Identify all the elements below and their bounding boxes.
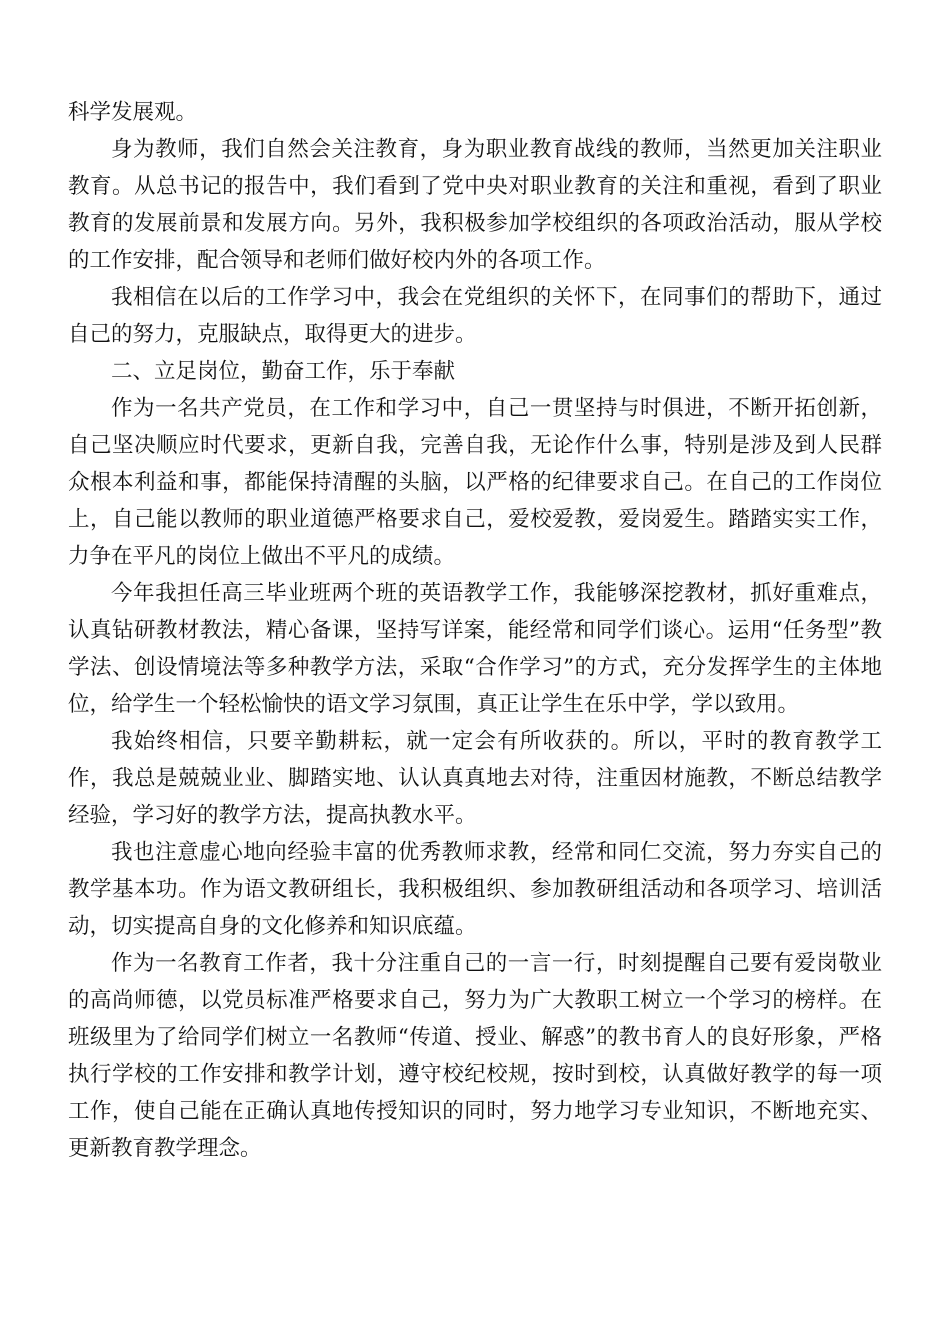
paragraph-3: 我相信在以后的工作学习中，我会在党组织的关怀下，在同事们的帮助下，通过自己的努力，克服缺点，取得更大的进步。 <box>68 285 882 347</box>
paragraph-8: 作为一名教育工作者，我十分注重自己的一言一行，时刻提醒自己要有爱岗敬业的高尚师德，以党员标准严格要求自己，努力为广大教职工树立一个学习的榜样。在班级里为了给同学们树立一名教师“传道、授业、解惑”的教书育人的良好形象，严格执行学校的工作安排和教学计划，遵守校纪校规，按时到校，认真做好教学的每一项工作，使自己能在正确认真地传授知识的同时，努力地学习专业知识，不断地充实、更新教育教学理念。 <box>68 951 882 1161</box>
paragraph-1: 科学发展观。 <box>68 100 198 125</box>
paragraph-4: 作为一名共产党员，在工作和学习中，自己一贯坚持与时俱进，不断开拓创新，自己坚决顺应时代要求，更新自我，完善自我，无论作什么事，特别是涉及到人民群众根本利益和事，都能保持清醒的头脑，以严格的纪律要求自己。在自己的工作岗位上，自己能以教师的职业道德严格要求自己，爱校爱教，爱岗爱生。踏踏实实工作，力争在平凡的岗位上做出不平凡的成绩。 <box>68 396 882 569</box>
paragraph-2: 身为教师，我们自然会关注教育，身为职业教育战线的教师，当然更加关注职业教育。从总书记的报告中，我们看到了党中央对职业教育的关注和重视，看到了职业教育的发展前景和发展方向。另外，我积极参加学校组织的各项政治活动，服从学校的工作安排，配合领导和老师们做好校内外的各项工作。 <box>68 137 882 273</box>
paragraph-5: 今年我担任高三毕业班两个班的英语教学工作，我能够深挖教材，抓好重难点，认真钻研教材教法，精心备课，坚持写详案，能经常和同学们谈心。运用“任务型”教学法、创设情境法等多种教学方法，采取“合作学习”的方式，充分发挥学生的主体地位，给学生一个轻松愉快的语文学习氛围，真正让学生在乐中学，学以致用。 <box>68 581 882 717</box>
section-heading: 二、立足岗位，勤奋工作，乐于奉献 <box>111 359 456 384</box>
paragraph-6: 我始终相信，只要辛勤耕耘，就一定会有所收获的。所以，平时的教育教学工作，我总是兢兢业业、脚踏实地、认认真真地去对待，注重因材施教，不断总结教学经验，学习好的教学方法，提高执教水平。 <box>68 729 882 828</box>
paragraph-7: 我也注意虚心地向经验丰富的优秀教师求教，经常和同仁交流，努力夯实自己的教学基本功。作为语文教研组长，我积极组织、参加教研组活动和各项学习、培训活动，切实提高自身的文化修养和知识底蕴。 <box>68 840 882 939</box>
document-body <box>68 94 882 1167</box>
